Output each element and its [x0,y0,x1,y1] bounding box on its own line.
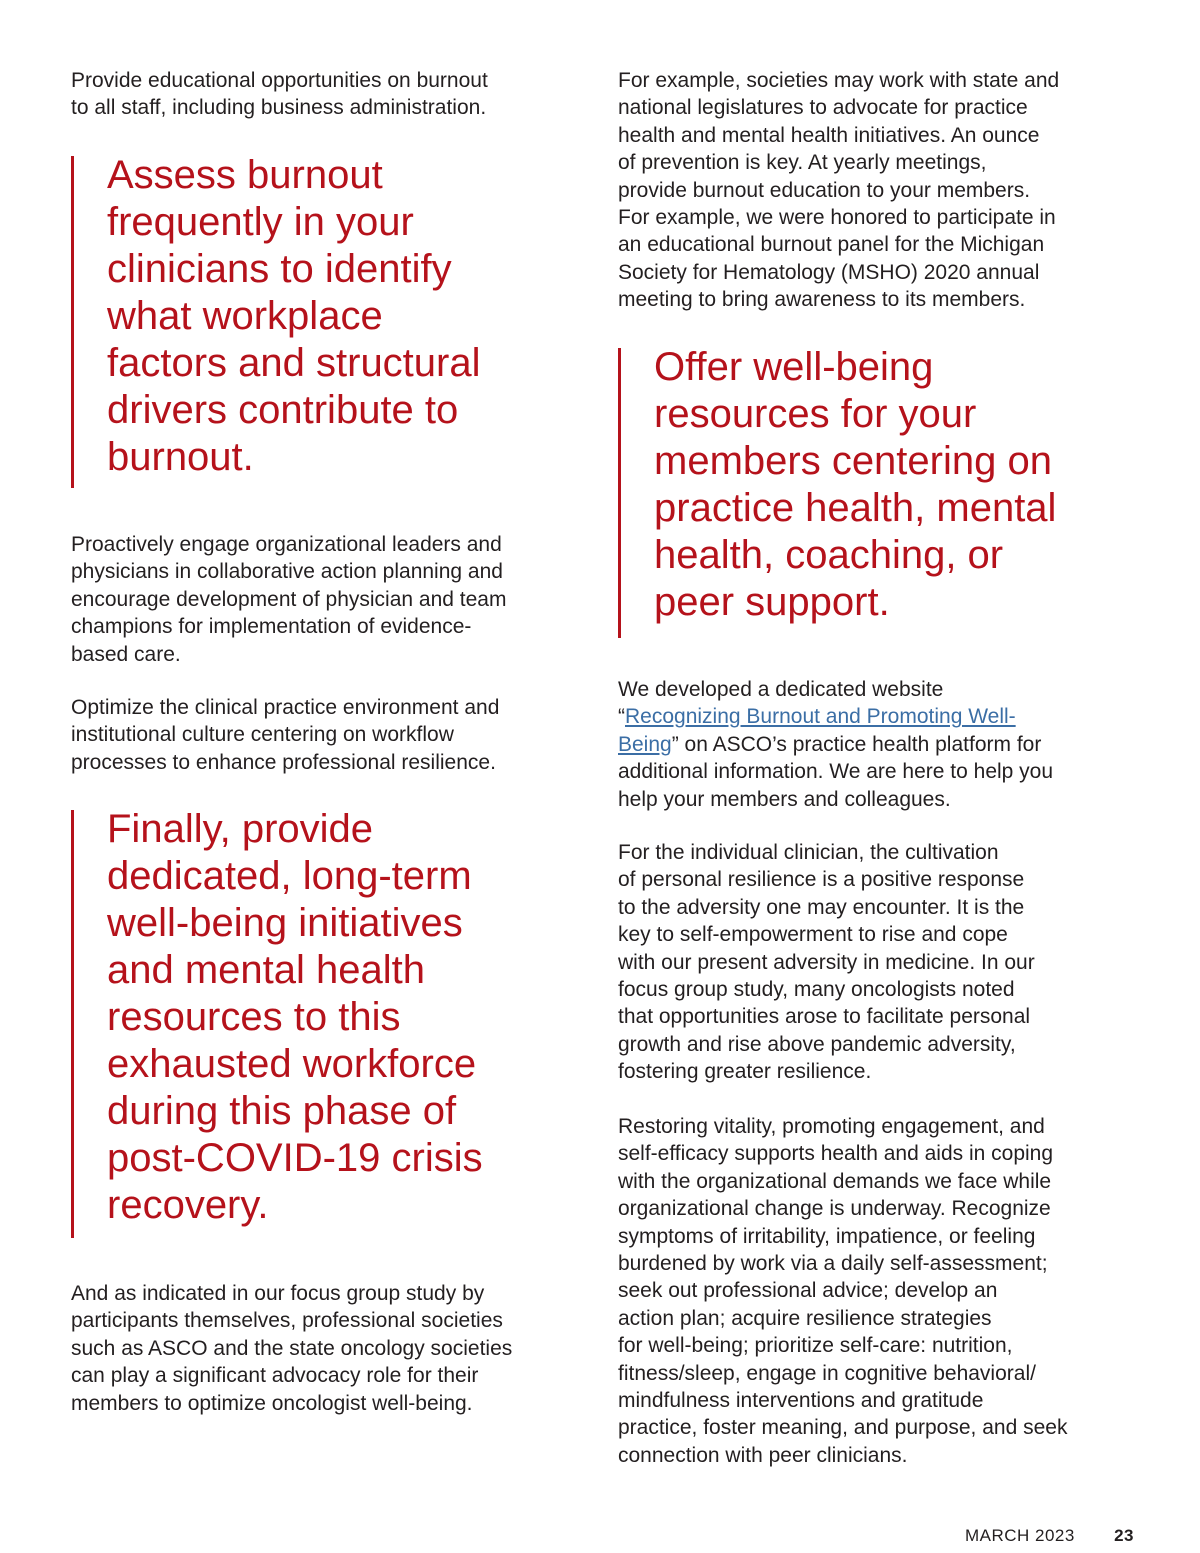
paragraph-societies-advocate: For example, societies may work with state and national legislatures to advocate for practice health and mental health initiatives. An ounce of prevention is key. At yearly meetings, provide burnout education to your members. For example, we were honored to participate in an educational burnout panel for the Michigan Society for Hematology (MSHO) 2020 annual meeting to bring awareness to its members. [618,69,1060,312]
paragraph-individual-clinician: For the individual clinician, the cultivation of personal resilience is a positive response to the adversity one may encounter. It is the key to self-empowerment to rise and cope with our present adversity in medicine. In our focus group study, many oncologists noted that opportunities arose to facilitate personal growth and rise above pandemic adversity, fostering greater resilience. [618,841,1035,1084]
paragraph-focus-group-advocacy: And as indicated in our focus group study by participants themselves, professional societies such as ASCO and the state oncology societies can play a significant advocacy role for their members to optimize oncologist well-being. [71,1282,513,1415]
paragraph-restoring-vitality: Restoring vitality, promoting engagement, and self-efficacy supports health and aids in coping with the organizational demands we face while organizational change is underway. Recognize symptoms of irritability, impatience, or feeling burdened by work via a daily self-assessment; seek out professional advice; develop an action plan; acquire resilience strategies for well-being; prioritize self-care: nutrition, fitness/sleep, engage in cognitive behavioral/ mindfulness interventions and gratitude practice, foster meaning, and purpose, and seek connection with peer clinicians. [618,1115,1068,1467]
website-rest: additional information. We are here to help you help your members and colleagues. [618,760,1054,811]
website-line-1: We developed a dedicated website [618,678,944,701]
paragraph-staff-education: Provide educational opportunities on burnout to all staff, including business administration. [71,69,488,120]
open-quote: “ [618,705,625,729]
pull-quote-finally-provide [71,807,483,1238]
paragraph-engage-leaders: Proactively engage organizational leaders and physicians in collaborative action planning and encourage development of physician and team champions for implementation of evidence- based care. [71,533,507,666]
page-footer [965,1526,1134,1546]
pull-quote-finally-text: Finally, provide dedicated, long-term well-being initiatives and mental health resources to this exhausted workforce during this phase of post-COVID-19 crisis recovery. [107,807,483,1227]
footer-issue-date: MARCH 2023 [964,1526,1075,1545]
paragraph-optimize-environment: Optimize the clinical practice environment and institutional culture centering on workflow processes to enhance professional resilience. [71,696,500,774]
paragraph-dedicated-website [618,676,1053,813]
footer-page-number: 23 [1114,1526,1134,1545]
pull-quote-assess-burnout [71,153,481,488]
pull-quote-offer-well-being [618,345,1057,638]
website-after-link: ” on ASCO’s practice health platform for [671,732,1042,756]
website-link-part-2[interactable]: Being [618,732,672,756]
pull-quote-assess-text: Assess burnout frequently in your clinicians to identify what workplace factors and structural drivers contribute to burnout. [107,153,481,479]
pull-quote-offer-text: Offer well-being resources for your members centering on practice health, mental health, coaching, or peer support. [654,345,1057,624]
website-link-part-1[interactable]: Recognizing Burnout and Promoting Well- [625,705,1016,729]
